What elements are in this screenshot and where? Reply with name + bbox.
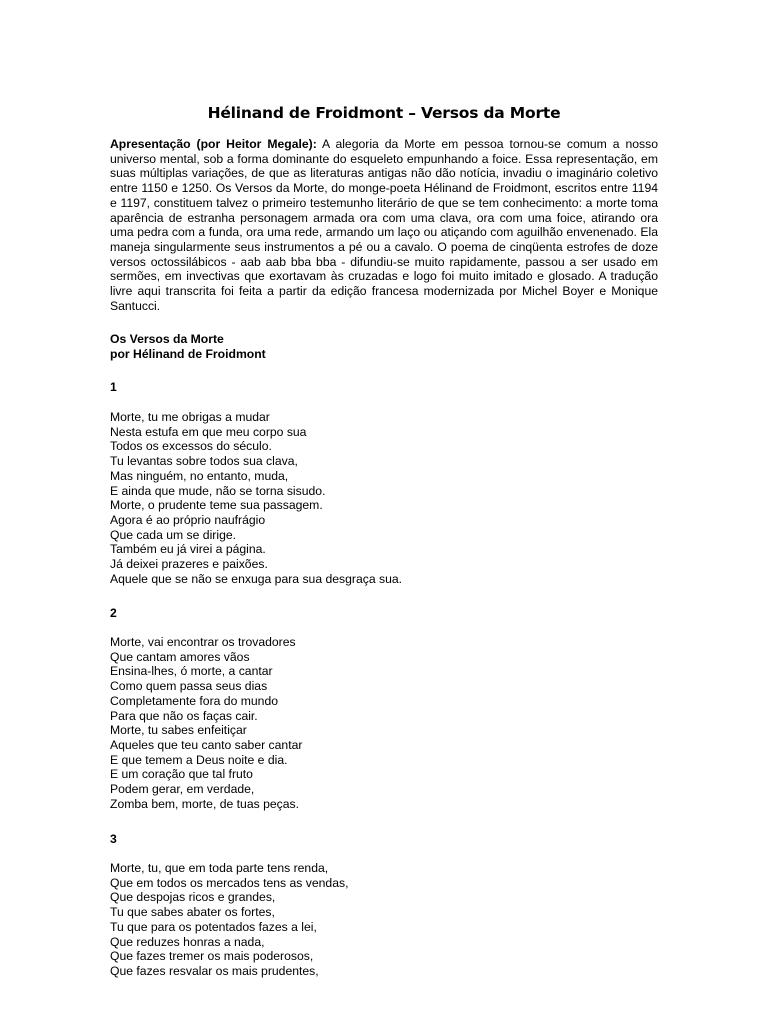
verse-line: Tu que sabes abater os fortes, xyxy=(110,905,275,920)
verse-line: Completamente fora do mundo xyxy=(110,693,279,708)
verse-line: E um coração que tal fruto xyxy=(110,767,253,782)
verse-line: Que reduzes honras a nada, xyxy=(110,934,265,949)
verse-line: Que fazes tremer os mais poderosos, xyxy=(110,949,314,964)
verse-line: Que despojas ricos e grandes, xyxy=(110,890,276,905)
verse-line: Que em todos os mercados tens as vendas, xyxy=(110,875,349,890)
stanza-number: 2 xyxy=(110,606,117,620)
poem-author: por Hélinand de Froidmont xyxy=(110,346,266,361)
verse-line: Tu levantas sobre todos sua clava, xyxy=(110,454,298,469)
poem-title: Os Versos da Morte xyxy=(110,332,224,346)
verse-line: Aqueles que teu canto saber cantar xyxy=(110,737,303,752)
intro-text: A alegoria da Morte em pessoa tornou-se comum a nosso universo mental, sob a forma dominante do esqueleto empunhando a foice. Essa representação, em suas múltiplas variações, de que as literaturas antigas não dão notícia, invadiu o imaginário coletivo entre 1150 e 1250. Os Versos da Morte, do monge-poeta Hélinand de Froidmont, escritos entre 1194 e 1197, constituem talvez o primeiro testemunho literário de que se tem conhecimento: a morte toma aparência de estranha personagem armada ora com uma clava, ora com uma foice, atirando ora uma pedra com a funda, ora uma rede, armando um laço ou atiçando com aguilhão envenenado. Ela maneja singularmente seus instrumentos a pé ou a cavalo. O poema de cinqüenta estrofes de doze versos octossilábicos - aab aab bba bba - difundiu-se muito rapidamente, passou a ser usado em sermões, em invectivas que exortavam às cruzadas e logo foi muito imitado e glosado. A tradução livre aqui transcrita foi feita a partir da edição francesa modernizada por Michel Boyer e Monique Santucci. xyxy=(110,137,658,313)
poem-heading xyxy=(110,332,266,361)
verse-line: E ainda que mude, não se torna sisudo. xyxy=(110,483,326,498)
verse-line: Aquele que se não se enxuga para sua desgraça sua. xyxy=(110,571,403,586)
stanza-verses xyxy=(110,635,302,811)
verse-line: Ensina-lhes, ó morte, a cantar xyxy=(110,664,273,679)
intro-paragraph xyxy=(110,137,658,313)
document-title: Hélinand de Froidmont – Versos da Morte xyxy=(207,104,561,123)
verse-line: Como quem passa seus dias xyxy=(110,679,268,694)
verse-line: Tu que para os potentados fazes a lei, xyxy=(110,919,317,934)
verse-line: Para que não os faças cair. xyxy=(110,708,258,723)
verse-line: Zomba bem, morte, de tuas peças. xyxy=(110,796,299,811)
verse-line: Já deixei prazeres e paixões. xyxy=(110,557,268,572)
verse-line: E que temem a Deus noite e dia. xyxy=(110,752,288,767)
verse-line: Podem gerar, em verdade, xyxy=(110,782,255,797)
stanza-verses xyxy=(110,410,402,586)
verse-line: Morte, o prudente teme sua passagem. xyxy=(110,498,323,513)
stanza-number: 1 xyxy=(110,380,117,394)
verse-line: Morte, tu sabes enfeitiçar xyxy=(110,723,247,738)
intro-label: Apresentação (por Heitor Megale): xyxy=(110,137,317,151)
verse-line: Agora é ao próprio naufrágio xyxy=(110,512,266,527)
verse-line: Todos os excessos do século. xyxy=(110,439,272,454)
verse-line: Também eu já virei a página. xyxy=(110,542,266,557)
verse-line: Morte, tu me obrigas a mudar xyxy=(110,410,270,424)
verse-line: Morte, tu, que em toda parte tens renda, xyxy=(110,861,329,875)
verse-line: Morte, vai encontrar os trovadores xyxy=(110,635,296,649)
verse-line: Que cantam amores vãos xyxy=(110,649,250,664)
verse-line: Nesta estufa em que meu corpo sua xyxy=(110,424,307,439)
verse-line: Que cada um se dirige. xyxy=(110,527,237,542)
stanza-number: 3 xyxy=(110,832,117,846)
verse-line: Mas ninguém, no entanto, muda, xyxy=(110,468,289,483)
verse-line: Que fazes resvalar os mais prudentes, xyxy=(110,963,319,978)
stanza-verses xyxy=(110,861,348,979)
